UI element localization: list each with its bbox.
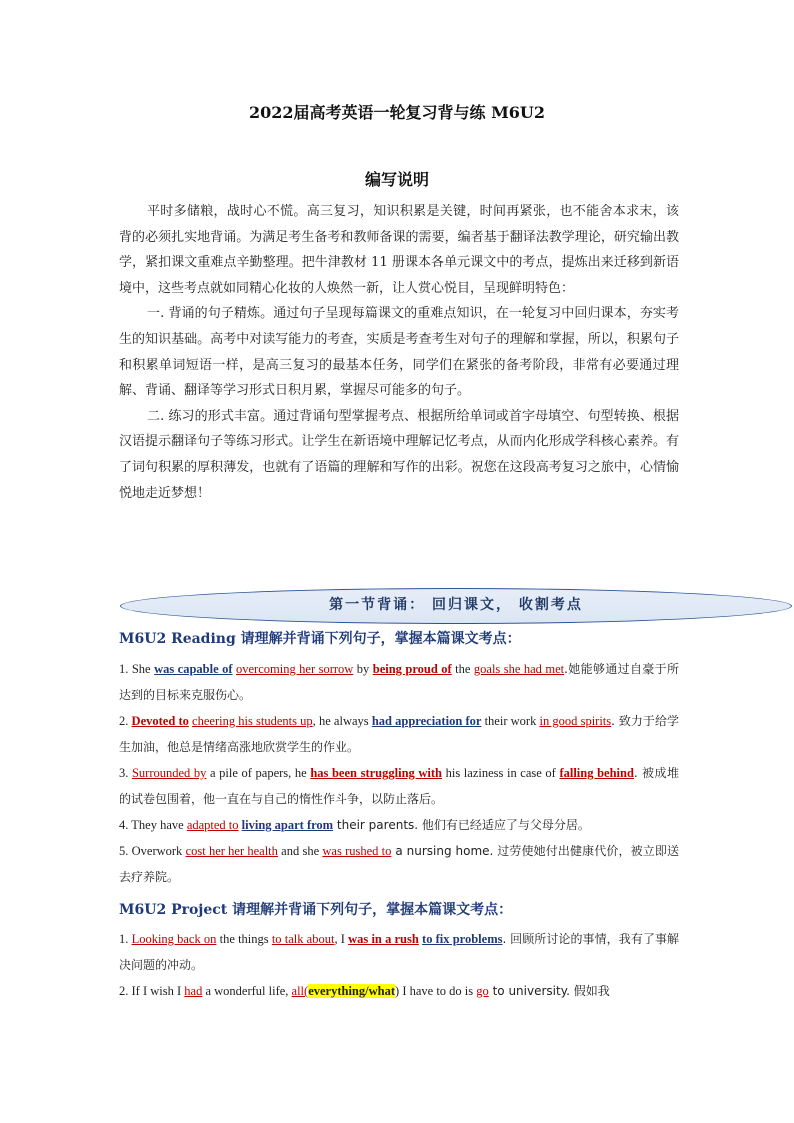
- sentence-item: [119, 926, 679, 978]
- key-phrase: Devoted to: [131, 714, 189, 728]
- sentence-text: a pile of papers, he: [206, 766, 311, 780]
- sentence-text: the things: [216, 932, 272, 946]
- sentence-text: 2. If I wish I: [119, 984, 185, 998]
- sentence-text: , I: [334, 932, 349, 946]
- sentence-text: I have to do is: [399, 984, 477, 998]
- intro-paragraph: 二. 练习的形式丰富。通过背诵句型掌握考点、根据所给单词或首字母填空、句型转换、根据汉语提示翻译句子等练习形式。让学生在新语境中理解记忆考点，从而内化形成学科核心素养。有了词句积累的厚积薄发，也就有了语篇的理解和写作的出彩。祝您在这段高考复习之旅中，心情愉悦地走近梦想！: [119, 408, 679, 501]
- key-phrase: all(: [291, 984, 309, 998]
- key-phrase: cost her her health: [185, 844, 278, 858]
- key-phrase: had appreciation for: [371, 714, 482, 728]
- sentence-text: ): [395, 984, 400, 998]
- key-phrase: living apart from: [241, 818, 334, 832]
- sentence-text: his laziness in case of: [442, 766, 560, 780]
- intro-paragraph: 一. 背诵的句子精炼。通过句子呈现每篇课文的重难点知识，在一轮复习中回归课本，夯实考生的知识基础。高考中对读写能力的考查，实质是考查考生对句子的理解和掌握，所以，积累句子和积累单词短语一样，是高三复习的最基本任务，同学们在紧张的备考阶段，非常有必要通过理解、背诵、翻译等学习形式日积月累，掌握尽可能多的句子。: [119, 306, 679, 399]
- intro-paragraph: 平时多储粮，战时心不慌。高三复习，知识积累是关键，时间再紧张，也不能舍本求末，该背的必须扎实地背诵。为满足考生备考和教师备课的需要，编者基于翻译法教学理论，研究输出教学，紧扣课文重难点辛勤整理。把牛津教材 11 册课本各单元课文中的考点，提炼出来迁移到新语境中，这些考点就如同精心化妆的人焕然一新，让人赏心悦目，呈现鲜明特色：: [119, 204, 679, 296]
- key-phrase: had: [184, 984, 203, 998]
- sentence-text: a wonderful life,: [202, 984, 292, 998]
- sentence-item: [119, 978, 679, 1004]
- key-phrase: being proud of: [372, 662, 452, 676]
- project-heading: M6U2 Project 请理解并背诵下列句子，掌握本篇课文考点：: [119, 902, 513, 918]
- key-phrase: overcoming her sorrow: [236, 662, 354, 676]
- key-phrase: go: [476, 984, 489, 998]
- sentence-text: 3.: [119, 766, 132, 780]
- highlighted-phrase: everything/what: [308, 984, 396, 998]
- sentence-translation: a nursing home. 过劳使她付出健康代价，被立即送去疗养院。: [119, 844, 680, 884]
- key-phrase: falling behind: [559, 766, 634, 780]
- sentence-text: their work: [481, 714, 540, 728]
- key-phrase: Surrounded by: [131, 766, 207, 780]
- section-subtitle: 编写说明: [364, 170, 429, 189]
- key-phrase: in good spirits: [539, 714, 612, 728]
- sentence-text: 1.: [119, 932, 132, 946]
- key-phrase: was in a rush: [348, 932, 419, 946]
- sentence-text: and she: [277, 844, 323, 858]
- key-phrase: adapted to: [186, 818, 239, 832]
- key-phrase: has been struggling with: [310, 766, 442, 780]
- key-phrase: to fix problems: [422, 932, 503, 946]
- intro-text: [119, 199, 679, 506]
- section-banner: 第一节背诵： 回归课文， 收割考点: [120, 588, 792, 624]
- sentence-text: 5. Overwork: [119, 844, 186, 858]
- sentence-text: , he always: [312, 714, 372, 728]
- sentence-item: [119, 656, 679, 708]
- key-phrase: was rushed to: [322, 844, 392, 858]
- key-phrase: Looking back on: [131, 932, 217, 946]
- key-phrase: to talk about: [271, 932, 335, 946]
- sentence-translation: their parents. 他们有已经适应了与父母分居。: [333, 818, 590, 832]
- sentence-translation: . 致力于给学生加油，他总是情绪高涨地欣赏学生的作业。: [119, 714, 679, 754]
- page-title: 2022届高考英语一轮复习背与练 M6U2: [248, 103, 546, 122]
- key-phrase: was capable of: [154, 662, 233, 676]
- key-phrase: cheering his students up: [192, 714, 313, 728]
- project-sentences: [119, 926, 679, 1004]
- sentence-text: by: [353, 662, 373, 676]
- sentence-translation: . 回顾所讨论的事情，我有了事解决问题的冲动。: [119, 932, 680, 972]
- sentence-item: [119, 812, 679, 838]
- sentence-text: 1. She: [119, 662, 155, 676]
- sentence-item: [119, 708, 679, 760]
- reading-sentences: [119, 656, 679, 890]
- reading-heading: M6U2 Reading 请理解并背诵下列句子，掌握本篇课文考点：: [119, 631, 521, 647]
- key-phrase: goals she had met: [473, 662, 565, 676]
- sentence-translation: . 被成堆的试卷包围着，他一直在与自己的惰性作斗争，以防止落后。: [119, 766, 679, 806]
- sentence-text: the: [451, 662, 474, 676]
- sentence-translation: to university. 假如我: [488, 984, 610, 998]
- sentence-translation: .她能够通过自豪于所达到的目标来克服伤心。: [119, 662, 680, 702]
- sentence-item: [119, 760, 679, 812]
- sentence-text: 2.: [119, 714, 132, 728]
- sentence-item: [119, 838, 679, 890]
- sentence-text: 4. They have: [119, 818, 187, 832]
